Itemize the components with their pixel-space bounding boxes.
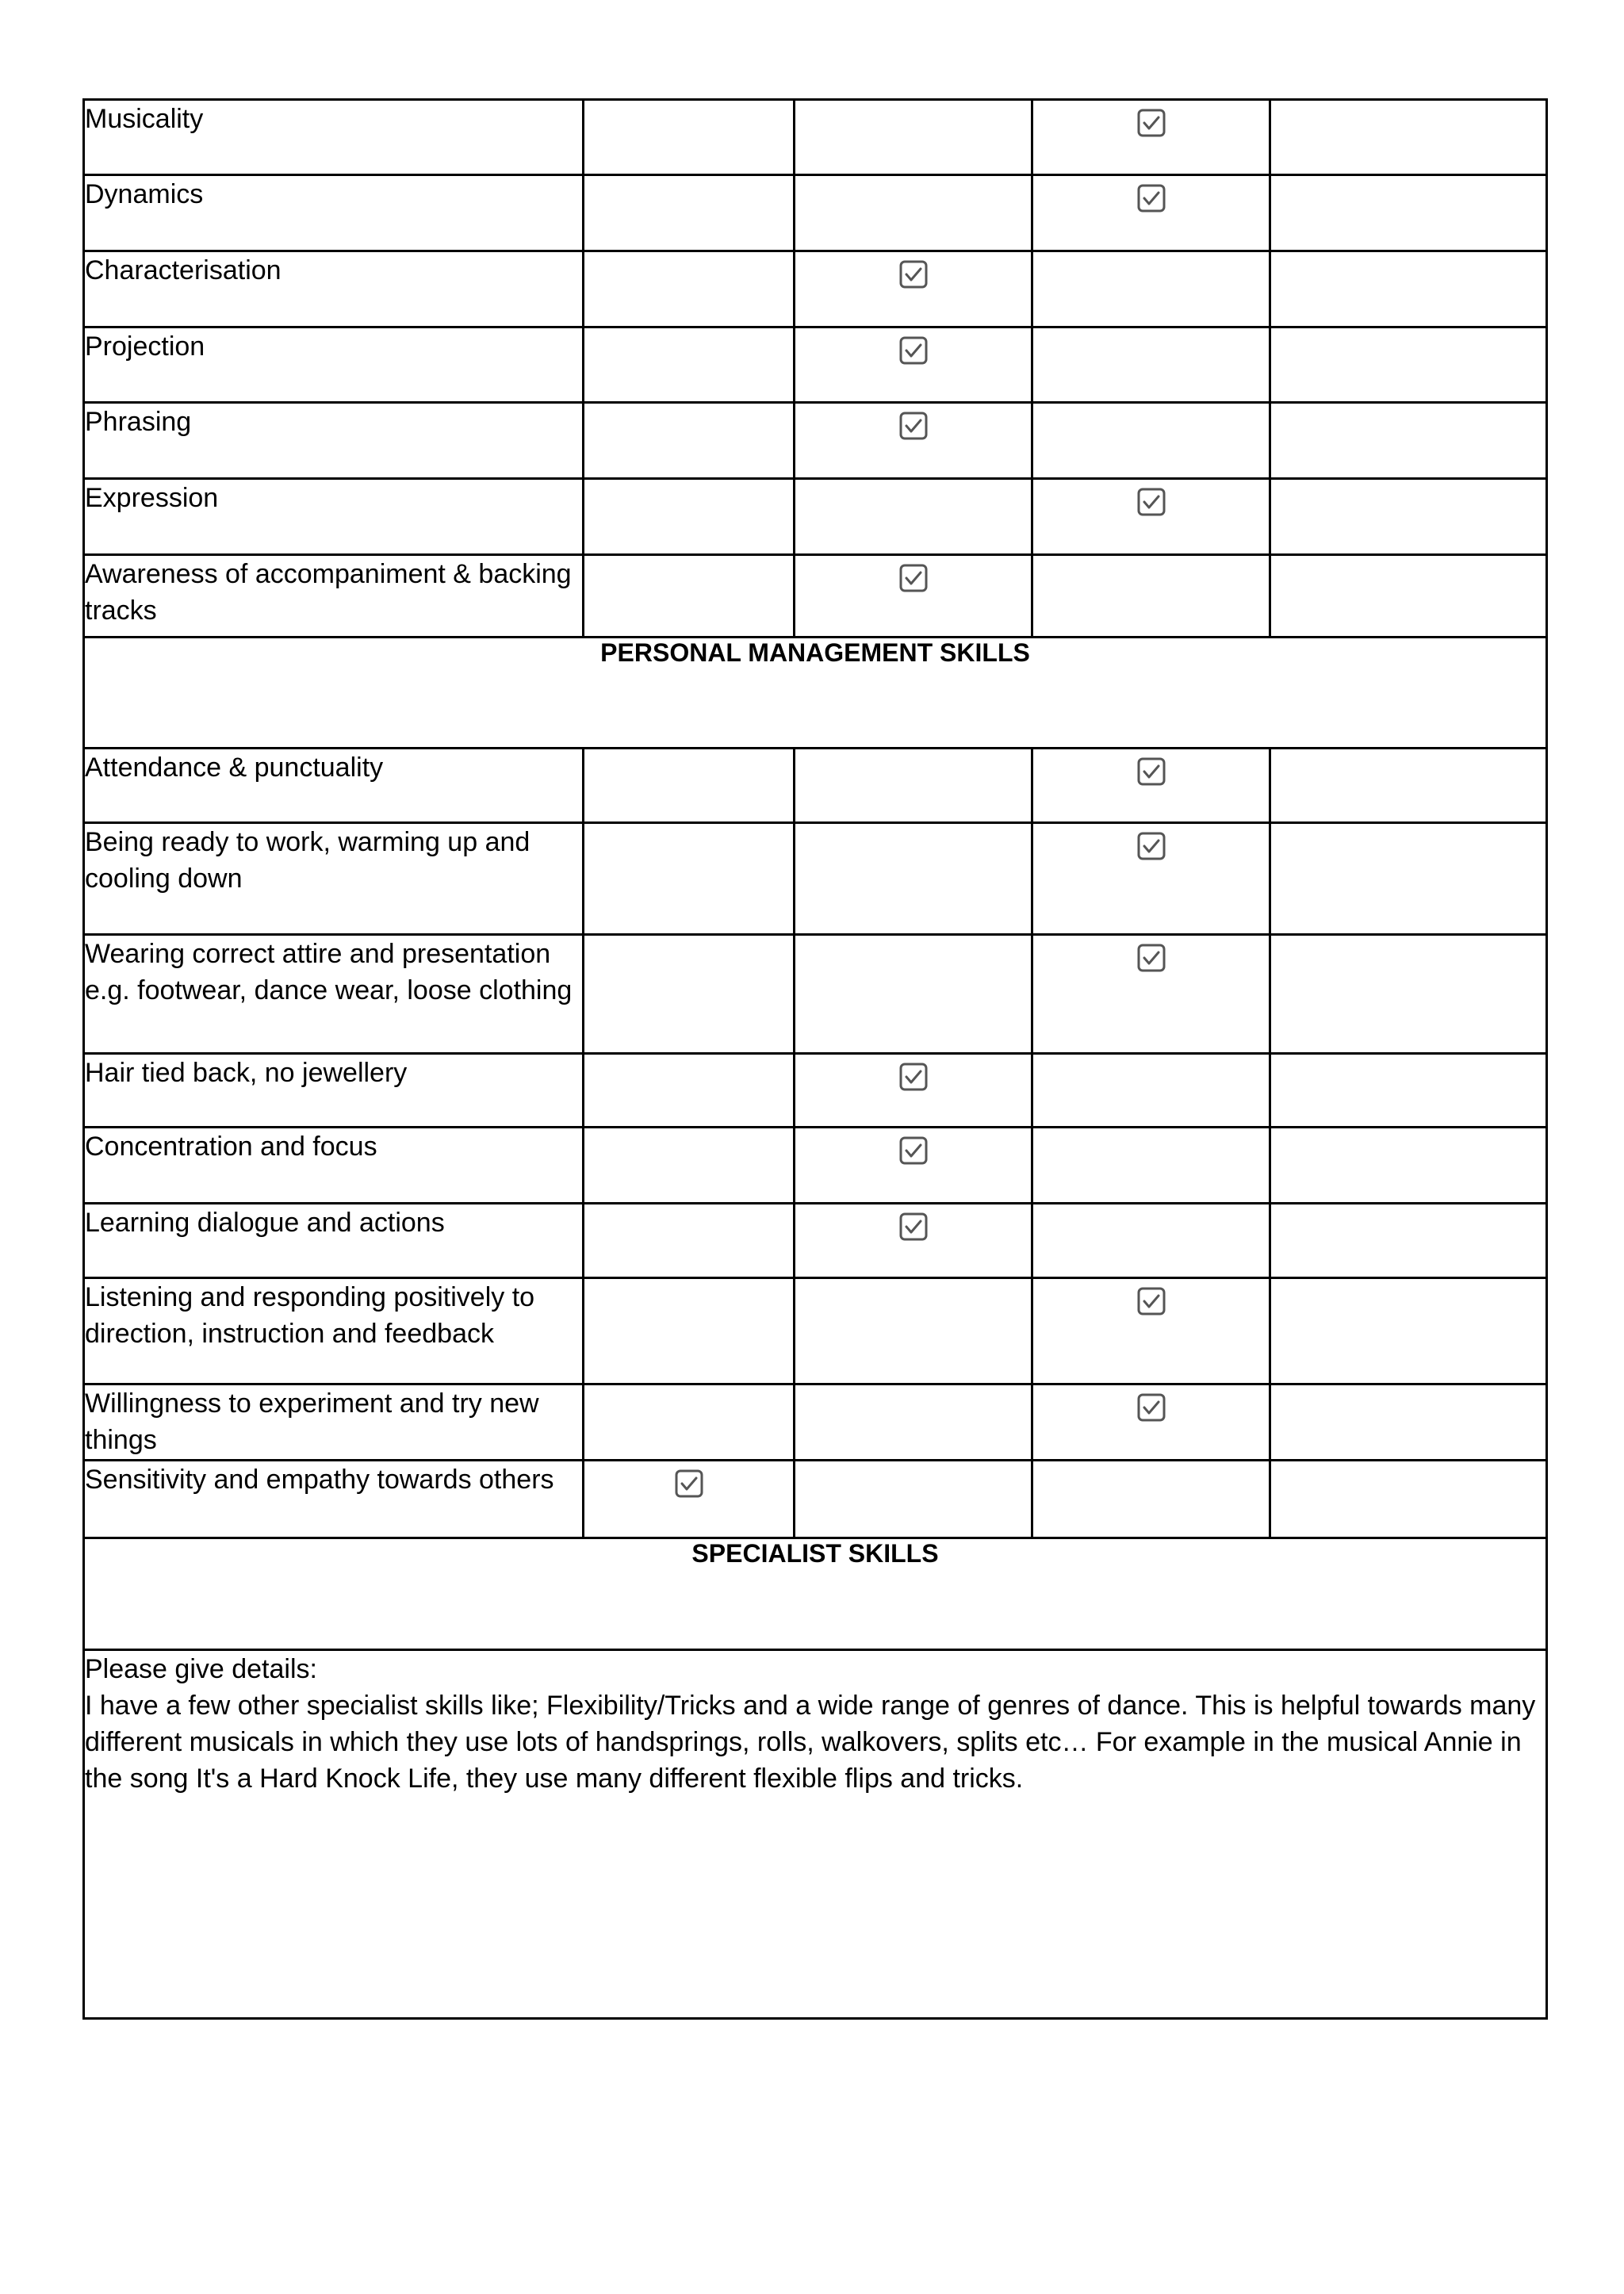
checked-checkbox-icon[interactable] (899, 260, 928, 289)
checked-checkbox-icon[interactable] (899, 336, 928, 365)
checked-checkbox-icon[interactable] (1137, 184, 1166, 213)
rating-cell-2 (795, 479, 1032, 555)
skill-label: Expression (84, 479, 584, 555)
rating-cell-1 (584, 1054, 795, 1128)
rating-cell-2 (795, 175, 1032, 251)
rating-cell-1 (584, 555, 795, 638)
skill-row (84, 555, 1547, 638)
rating-cell-2 (795, 1461, 1032, 1538)
rating-cell-4 (1270, 1278, 1547, 1384)
specialist-details-cell (84, 1650, 1547, 2019)
rating-cell-1 (584, 479, 795, 555)
rating-cell-4 (1270, 251, 1547, 327)
skill-row (84, 1128, 1547, 1204)
checked-checkbox-icon[interactable] (1137, 109, 1166, 137)
rating-cell-1 (584, 935, 795, 1054)
skills-assessment-table (82, 98, 1548, 2020)
specialist-skills-section (84, 1538, 1547, 2019)
rating-cell-1 (584, 823, 795, 935)
rating-cell-2 (795, 251, 1032, 327)
skill-label: Wearing correct attire and presentation e.g. footwear, dance wear, loose clothing (84, 935, 584, 1054)
rating-cell-4 (1270, 935, 1547, 1054)
rating-cell-3 (1032, 1128, 1270, 1204)
rating-cell-1 (584, 175, 795, 251)
rating-cell-3 (1032, 749, 1270, 823)
rating-cell-1 (584, 1461, 795, 1538)
rating-cell-2 (795, 1204, 1032, 1278)
skill-row (84, 935, 1547, 1054)
rating-cell-3 (1032, 1204, 1270, 1278)
skill-row (84, 1384, 1547, 1461)
rating-cell-2 (795, 1278, 1032, 1384)
rating-cell-2 (795, 935, 1032, 1054)
rating-cell-2 (795, 749, 1032, 823)
skill-label: Characterisation (84, 251, 584, 327)
rating-cell-2 (795, 1128, 1032, 1204)
rating-cell-4 (1270, 327, 1547, 403)
skill-row (84, 1054, 1547, 1128)
rating-cell-2 (795, 1054, 1032, 1128)
rating-cell-2 (795, 823, 1032, 935)
skill-label: Awareness of accompaniment & backing tracks (84, 555, 584, 638)
rating-cell-3 (1032, 935, 1270, 1054)
skill-label: Musicality (84, 100, 584, 175)
details-prompt: Please give details: (85, 1654, 317, 1684)
checked-checkbox-icon[interactable] (1137, 1287, 1166, 1316)
rating-cell-3 (1032, 1384, 1270, 1461)
skill-row (84, 479, 1547, 555)
checked-checkbox-icon[interactable] (1137, 757, 1166, 786)
rating-cell-1 (584, 327, 795, 403)
checked-checkbox-icon[interactable] (1137, 944, 1166, 972)
rating-cell-4 (1270, 403, 1547, 479)
skill-row (84, 749, 1547, 823)
rating-cell-3 (1032, 823, 1270, 935)
rating-cell-3 (1032, 1054, 1270, 1128)
skill-label: Sensitivity and empathy towards others (84, 1461, 584, 1538)
rating-cell-2 (795, 1384, 1032, 1461)
skill-label: Attendance & punctuality (84, 749, 584, 823)
rating-cell-1 (584, 749, 795, 823)
rating-cell-1 (584, 403, 795, 479)
skill-row (84, 1204, 1547, 1278)
rating-cell-3 (1032, 479, 1270, 555)
skill-label: Willingness to experiment and try new things (84, 1384, 584, 1461)
rating-cell-2 (795, 403, 1032, 479)
rating-cell-2 (795, 100, 1032, 175)
skill-row (84, 251, 1547, 327)
skill-row (84, 175, 1547, 251)
skill-row (84, 403, 1547, 479)
rating-cell-3 (1032, 403, 1270, 479)
checked-checkbox-icon[interactable] (675, 1469, 703, 1498)
rating-cell-4 (1270, 555, 1547, 638)
rating-cell-3 (1032, 327, 1270, 403)
skill-label: Hair tied back, no jewellery (84, 1054, 584, 1128)
checked-checkbox-icon[interactable] (899, 1136, 928, 1165)
skill-label: Dynamics (84, 175, 584, 251)
skill-row (84, 327, 1547, 403)
rating-cell-4 (1270, 479, 1547, 555)
rating-cell-4 (1270, 1204, 1547, 1278)
rating-cell-2 (795, 555, 1032, 638)
rating-cell-4 (1270, 1384, 1547, 1461)
skill-label: Learning dialogue and actions (84, 1204, 584, 1278)
rating-cell-2 (795, 327, 1032, 403)
rating-cell-4 (1270, 1128, 1547, 1204)
skill-row (84, 1461, 1547, 1538)
skill-label: Concentration and focus (84, 1128, 584, 1204)
rating-cell-4 (1270, 100, 1547, 175)
skill-label: Projection (84, 327, 584, 403)
skill-row (84, 1278, 1547, 1384)
rating-cell-3 (1032, 1278, 1270, 1384)
personal-management-section (84, 638, 1547, 749)
rating-cell-1 (584, 1278, 795, 1384)
rating-cell-3 (1032, 175, 1270, 251)
rating-cell-1 (584, 1128, 795, 1204)
section-heading-personal-management: PERSONAL MANAGEMENT SKILLS (84, 638, 1547, 749)
rating-cell-3 (1032, 251, 1270, 327)
skill-row (84, 100, 1547, 175)
skill-label: Phrasing (84, 403, 584, 479)
checked-checkbox-icon[interactable] (899, 412, 928, 440)
rating-cell-3 (1032, 555, 1270, 638)
personal-management-rows (84, 749, 1547, 1538)
checked-checkbox-icon[interactable] (1137, 488, 1166, 516)
rating-cell-1 (584, 1384, 795, 1461)
section-heading-specialist-skills: SPECIALIST SKILLS (84, 1538, 1547, 1650)
checked-checkbox-icon[interactable] (1137, 1393, 1166, 1422)
rating-cell-4 (1270, 175, 1547, 251)
checked-checkbox-icon[interactable] (1137, 832, 1166, 860)
details-text: I have a few other specialist skills like; Flexibility/Tricks and a wide range of genres of dance. This is helpful towards many different musicals in which they use lots of handsprings, rolls, walkovers, splits etc… For example in the musical Annie in the song It's a Hard Knock Life, they use many different flexible flips and tricks. (85, 1691, 1536, 1794)
rating-cell-3 (1032, 100, 1270, 175)
rating-cell-4 (1270, 1461, 1547, 1538)
skill-label: Being ready to work, warming up and cooling down (84, 823, 584, 935)
rating-cell-1 (584, 100, 795, 175)
rating-cell-4 (1270, 749, 1547, 823)
rating-cell-4 (1270, 1054, 1547, 1128)
performance-skills-rows (84, 100, 1547, 638)
checked-checkbox-icon[interactable] (899, 1063, 928, 1091)
rating-cell-1 (584, 251, 795, 327)
skill-row (84, 823, 1547, 935)
rating-cell-3 (1032, 1461, 1270, 1538)
rating-cell-4 (1270, 823, 1547, 935)
checked-checkbox-icon[interactable] (899, 564, 928, 592)
skill-label: Listening and responding positively to direction, instruction and feedback (84, 1278, 584, 1384)
checked-checkbox-icon[interactable] (899, 1212, 928, 1241)
rating-cell-1 (584, 1204, 795, 1278)
